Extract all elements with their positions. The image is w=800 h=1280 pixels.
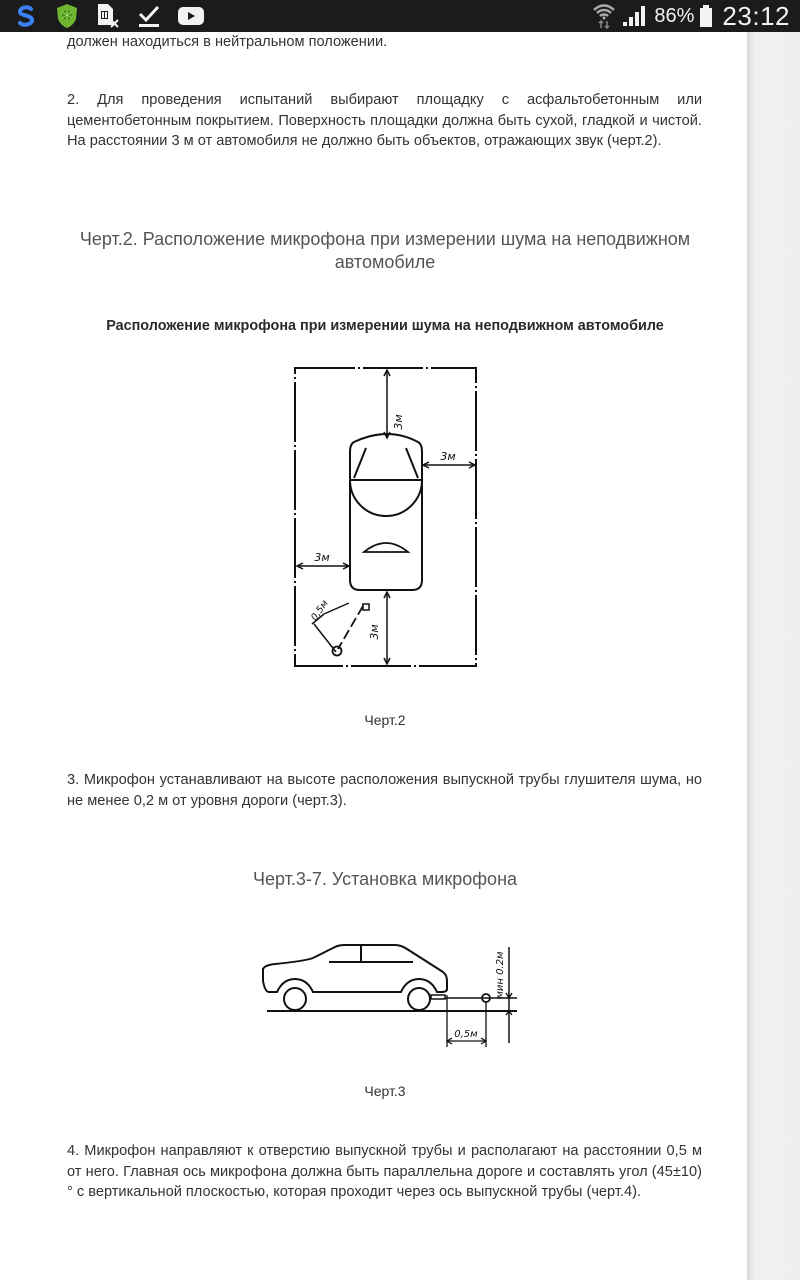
label-bottom-3m: 3м <box>368 624 381 640</box>
label-top-3m: 3м <box>392 414 405 430</box>
battery-percent: 86% <box>654 4 695 27</box>
notification-icons <box>14 3 222 29</box>
sim-card-x-icon <box>96 3 120 29</box>
battery-icon <box>700 5 712 27</box>
figure-3-caption: Черт.3 <box>364 1083 406 1099</box>
wifi-data-icon <box>592 3 616 29</box>
checkmark-download-icon <box>138 4 160 28</box>
document-page[interactable] <box>0 32 747 1280</box>
page-side-gutter <box>747 32 800 1280</box>
label-left-3m: 3м <box>314 551 330 564</box>
figure-3-heading: Черт.3-7. Установка микрофона <box>252 869 518 889</box>
status-bar <box>0 0 800 32</box>
youtube-play-icon <box>178 6 204 26</box>
figure-2-microphone-layout-diagram <box>290 362 485 672</box>
paragraph-4: 4. Микрофон направляют к отверстию выпускной трубы и располагают на расстоянии 0,5 м от него. Главная ось микрофона должна быть параллельна дороге и составлять угол (45±10)° с вертикальной плоскостью, которая проходит через ось выпускной трубы (черт.4). <box>67 1143 702 1201</box>
label-distance: 0,5м <box>454 1029 478 1040</box>
label-mic-distance: 0,5м <box>309 598 331 623</box>
system-status <box>586 1 790 32</box>
clock: 23:12 <box>722 0 790 31</box>
signal-bars-icon <box>622 5 648 27</box>
paragraph-1-tail: должен находиться в нейтральном положении. <box>67 34 388 50</box>
label-min-height: мин 0.2м <box>495 951 506 999</box>
figure-2-caption: Черт.2 <box>364 712 406 728</box>
paragraph-2: 2. Для проведения испытаний выбирают площадку с асфальтобетонным или цементобетонным покрытием. Поверхность площадки должна быть сухой, гладкой и чистой. На расстоянии 3 м от автомобиля не должно быть объектов, отражающих звук (черт.2). <box>67 92 702 150</box>
paragraph-3: 3. Микрофон устанавливают на высоте расположения выпускной трубы глушителя шума, но не менее 0,2 м от уровня дороги (черт.3). <box>67 772 702 809</box>
dr-web-shield-icon <box>56 3 78 29</box>
figure-2-heading: Черт.2. Расположение микрофона при измерении шума на неподвижном автомобиле <box>79 229 691 272</box>
label-right-3m: 3м <box>440 450 456 463</box>
s-app-icon <box>14 4 38 28</box>
figure-3-microphone-height-diagram <box>255 937 525 1047</box>
figure-2-subheading: Расположение микрофона при измерении шума на неподвижном автомобиле <box>106 318 664 334</box>
